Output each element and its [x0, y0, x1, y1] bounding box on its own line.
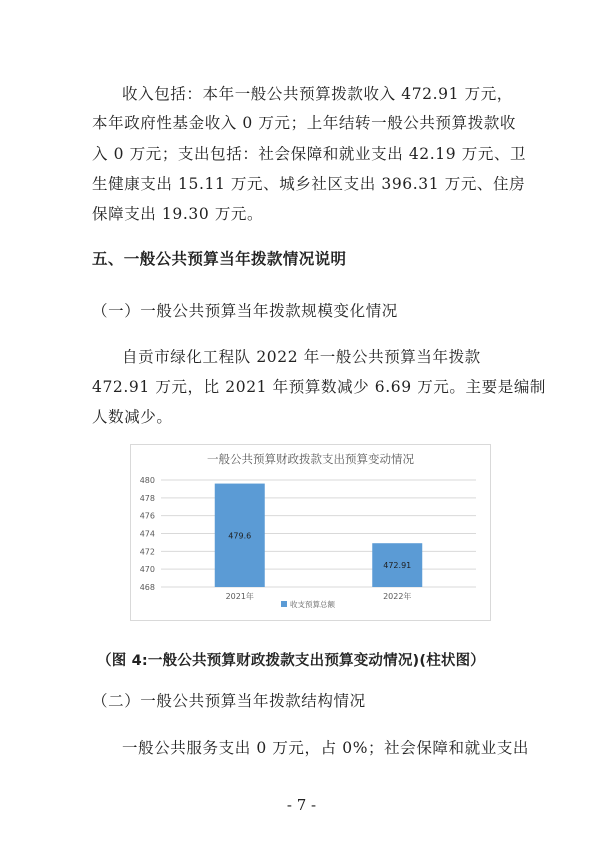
y-tick-label: 470 — [139, 565, 155, 575]
y-tick-label: 478 — [139, 493, 155, 503]
page-number: - 7 - — [286, 796, 317, 814]
subsection-heading: （二）一般公共预算当年拨款结构情况 — [92, 692, 366, 710]
paragraph-line: 人数减少。 — [92, 408, 173, 426]
paragraph-line: 生健康支出 15.11 万元、城乡社区支出 396.31 万元、住房 — [92, 175, 526, 193]
chart-canvas — [131, 445, 490, 620]
paragraph-line: 收入包括：本年一般公共预算拨款收入 472.91 万元， — [122, 85, 513, 103]
bar-data-label: 472.91 — [383, 561, 412, 571]
y-tick-label: 468 — [139, 583, 155, 592]
x-tick-label: 2022年 — [383, 592, 412, 601]
subsection-heading: （一）一般公共预算当年拨款规模变化情况 — [92, 302, 398, 320]
bar-data-label: 479.6 — [228, 531, 252, 541]
bar-chart — [130, 444, 491, 621]
y-tick-label: 474 — [139, 529, 155, 539]
paragraph-line: 入 0 万元；支出包括：社会保障和就业支出 42.19 万元、卫 — [92, 145, 527, 163]
legend-label: 收支预算总额 — [290, 600, 335, 609]
x-tick-label: 2021年 — [225, 592, 254, 601]
y-tick-label: 480 — [139, 476, 155, 485]
legend-swatch — [281, 601, 287, 607]
paragraph-line: 472.91 万元，比 2021 年预算数减少 6.69 万元。主要是编制 — [92, 378, 547, 396]
paragraph-line: 保障支出 19.30 万元。 — [92, 205, 264, 223]
figure-caption: （图 4:一般公共预算财政拨款支出预算变动情况)(柱状图） — [97, 653, 485, 669]
y-tick-label: 476 — [139, 511, 155, 521]
section-heading: 五、一般公共预算当年拨款情况说明 — [92, 250, 347, 268]
paragraph-line: 一般公共服务支出 0 万元，占 0%；社会保障和就业支出 — [122, 739, 530, 757]
paragraph-line: 自贡市绿化工程队 2022 年一般公共预算当年拨款 — [122, 348, 481, 366]
y-tick-label: 472 — [139, 547, 155, 557]
chart-title: 一般公共预算财政拨款支出预算变动情况 — [207, 452, 414, 466]
paragraph-line: 本年政府性基金收入 0 万元；上年结转一般公共预算拨款收 — [92, 114, 517, 132]
